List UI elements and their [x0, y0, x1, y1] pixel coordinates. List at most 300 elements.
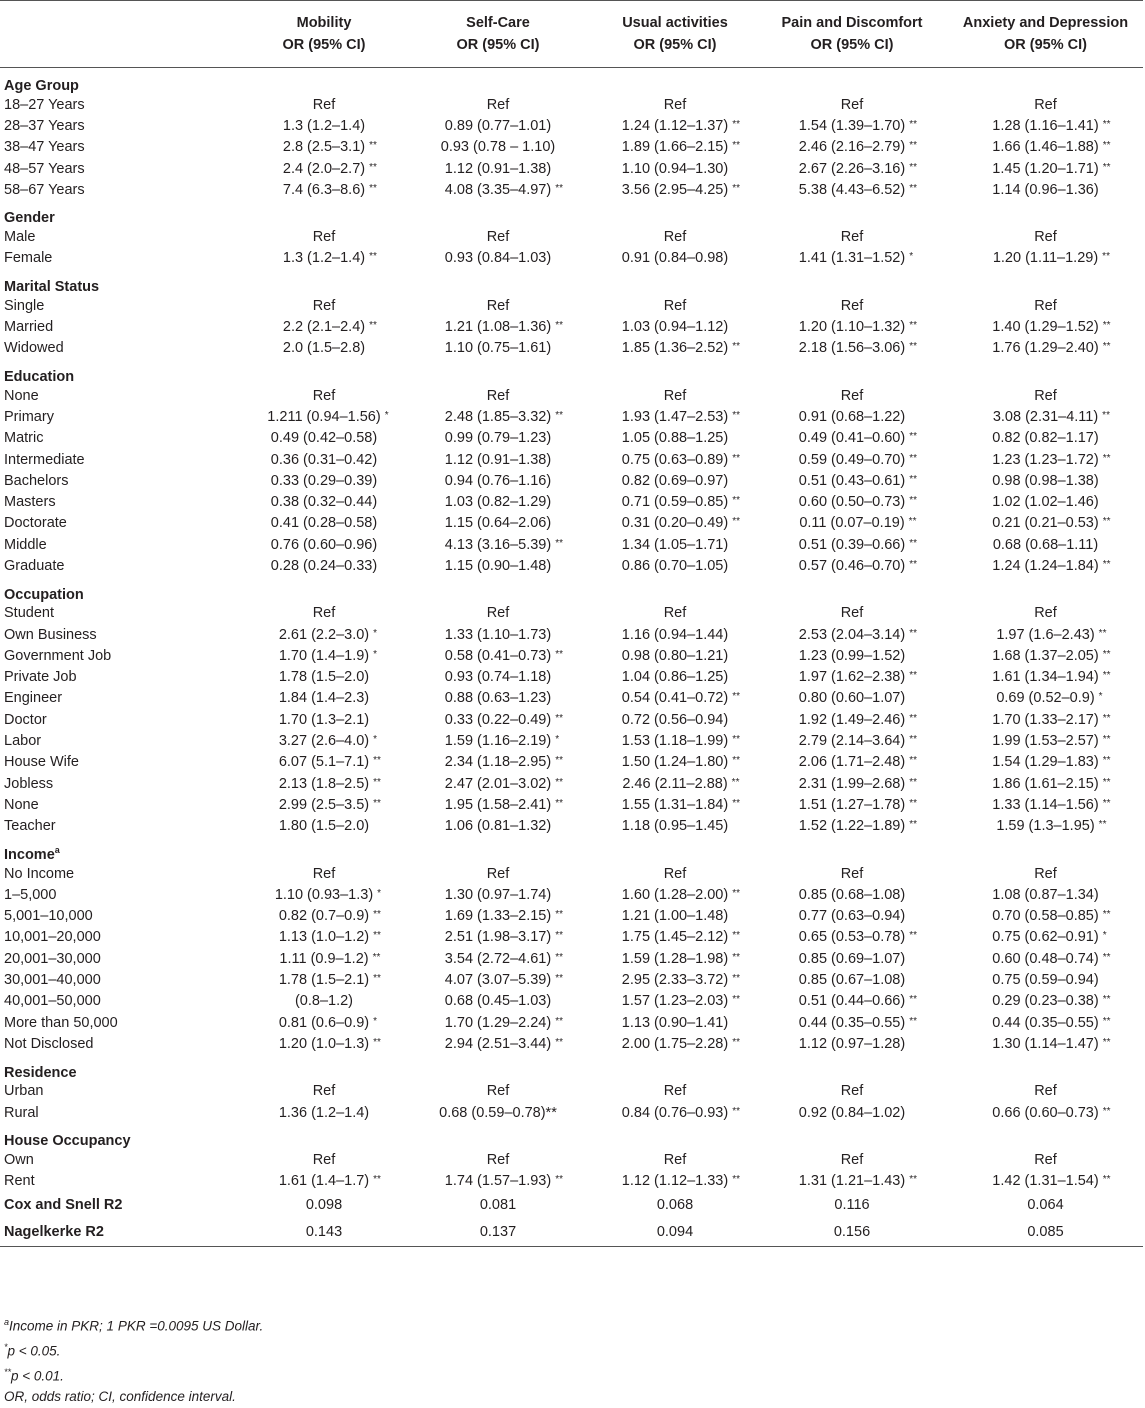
- odds-ratio-text: 0.51 (0.43–0.61): [798, 472, 906, 489]
- odds-ratio-value: [445, 688, 551, 708]
- table-cell: [756, 94, 948, 115]
- odds-ratio-value: [992, 710, 1111, 730]
- significance-marker: **: [373, 930, 381, 942]
- model-fit-value: 0.085: [1027, 1223, 1064, 1240]
- significance-marker: **: [1098, 819, 1107, 831]
- model-fit-label: Cox and Snell R2: [4, 1196, 123, 1213]
- significance-marker: **: [1102, 951, 1111, 963]
- odds-ratio-value: [444, 1034, 563, 1054]
- significance-marker: **: [555, 1015, 563, 1027]
- odds-ratio-value: [313, 603, 336, 623]
- model-fit-row: [0, 1192, 1143, 1219]
- significance-marker: **: [732, 516, 740, 528]
- table-cell: [948, 863, 1143, 884]
- table-cell: [948, 816, 1143, 837]
- odds-ratio-value: [445, 667, 551, 687]
- table-cell: [402, 645, 594, 666]
- odds-ratio-text: 1.66 (1.46–1.88): [992, 139, 1099, 156]
- significance-marker: **: [373, 1174, 381, 1186]
- row-label: Doctor: [4, 711, 47, 728]
- section-header-row: [0, 68, 1143, 95]
- model-fit-value: 0.156: [833, 1223, 871, 1240]
- table-cell: [402, 470, 594, 491]
- table-cell: [756, 534, 948, 555]
- significance-marker: **: [555, 930, 563, 942]
- table-row: [0, 534, 1143, 555]
- odds-ratio-value: [621, 450, 740, 470]
- odds-ratio-value: [798, 137, 917, 157]
- odds-ratio-text: 3.56 (2.95–4.25): [621, 181, 729, 198]
- odds-ratio-value: [621, 1103, 740, 1123]
- odds-ratio-text: 0.29 (0.23–0.38): [992, 993, 1099, 1010]
- row-label: Rural: [4, 1104, 39, 1121]
- odds-ratio-text: Ref: [312, 96, 336, 113]
- odds-ratio-text: 1.54 (1.29–1.83): [992, 754, 1099, 771]
- table-row: [0, 555, 1143, 576]
- significance-marker: **: [909, 182, 917, 194]
- odds-ratio-text: 1.30 (0.97–1.74): [444, 886, 552, 903]
- odds-ratio-value: [799, 407, 905, 427]
- significance-marker: **: [732, 1174, 740, 1186]
- odds-ratio-text: 2.99 (2.5–3.5): [278, 796, 370, 813]
- odds-ratio-text: 1.211 (0.94–1.56): [267, 408, 381, 425]
- odds-ratio-value: [622, 248, 728, 268]
- odds-ratio-text: 1.30 (1.14–1.47): [992, 1035, 1099, 1052]
- table-cell: [246, 906, 402, 927]
- significance-marker: **: [369, 251, 377, 263]
- table-cell: [402, 449, 594, 470]
- table-cell: [756, 1033, 948, 1054]
- section-title-text: Marital Status: [4, 279, 100, 296]
- significance-marker: **: [732, 341, 740, 353]
- odds-ratio-value: [271, 471, 377, 491]
- table-row: [0, 752, 1143, 773]
- odds-ratio-text: 1.12 (0.91–1.38): [444, 451, 552, 468]
- table-cell: [402, 94, 594, 115]
- odds-ratio-value: [487, 1081, 510, 1101]
- odds-ratio-text: 2.48 (1.85–3.32): [444, 408, 552, 425]
- row-label: 20,001–30,000: [4, 950, 101, 967]
- table-cell: [594, 115, 756, 136]
- odds-ratio-text: 0.51 (0.44–0.66): [798, 993, 906, 1010]
- significance-marker: **: [1098, 627, 1107, 639]
- odds-ratio-value: [278, 970, 381, 990]
- table-cell: [246, 816, 402, 837]
- table-cell: [246, 115, 402, 136]
- table-cell: [246, 752, 402, 773]
- table-cell: [594, 248, 756, 269]
- odds-ratio-text: 1.99 (1.53–2.57): [992, 733, 1099, 750]
- odds-ratio-value: [283, 116, 365, 136]
- odds-ratio-value: [444, 927, 563, 947]
- significance-marker: **: [1102, 994, 1111, 1006]
- table-cell: [402, 624, 594, 645]
- odds-ratio-text: Ref: [1034, 229, 1057, 246]
- odds-ratio-value: [622, 556, 728, 576]
- table-cell: [246, 470, 402, 491]
- odds-ratio-value: [313, 227, 336, 247]
- odds-ratio-text: 1.54 (1.39–1.70): [798, 117, 906, 134]
- significance-marker: **: [732, 994, 740, 1006]
- odds-ratio-value: [798, 795, 917, 815]
- table-cell: [948, 1102, 1143, 1123]
- odds-ratio-value: [996, 688, 1103, 708]
- odds-ratio-value: [664, 603, 687, 623]
- table-cell: [246, 295, 402, 316]
- odds-ratio-value: [1034, 95, 1057, 115]
- odds-ratio-value: [798, 338, 917, 358]
- odds-ratio-text: 0.33 (0.29–0.39): [270, 472, 378, 489]
- table-cell: [756, 730, 948, 751]
- odds-ratio-value: [992, 428, 1098, 448]
- header-usual-activities: Usual activities OR (95% CI): [622, 15, 728, 53]
- table-cell: [402, 491, 594, 512]
- table-row: [0, 248, 1143, 269]
- significance-marker: **: [555, 973, 563, 985]
- significance-marker: *: [384, 409, 389, 421]
- odds-ratio-text: 0.38 (0.32–0.44): [270, 494, 378, 511]
- odds-ratio-value: [992, 116, 1111, 136]
- odds-ratio-text: 0.41 (0.28–0.58): [270, 515, 378, 532]
- odds-ratio-text: 1.20 (1.0–1.3): [278, 1035, 370, 1052]
- table-row: [0, 449, 1143, 470]
- row-label: None: [4, 796, 39, 813]
- table-row: [0, 927, 1143, 948]
- table-cell: [402, 137, 594, 158]
- significance-marker: **: [909, 452, 917, 464]
- odds-ratio-value: [799, 513, 917, 533]
- odds-ratio-value: [622, 159, 728, 179]
- table-cell: [246, 927, 402, 948]
- significance-marker: **: [1102, 251, 1110, 263]
- row-label: Private Job: [4, 669, 77, 686]
- odds-ratio-text: 0.81 (0.6–0.9): [278, 1014, 370, 1031]
- significance-marker: **: [555, 1174, 563, 1186]
- odds-ratio-value: [278, 1034, 381, 1054]
- table-cell: [246, 179, 402, 200]
- table-cell: [402, 884, 594, 905]
- significance-marker: **: [909, 140, 917, 152]
- table-cell: [594, 555, 756, 576]
- table-cell: [594, 179, 756, 200]
- footnote-abbreviations: OR, odds ratio; CI, confidence interval.: [4, 1389, 236, 1404]
- odds-ratio-text: Ref: [663, 865, 687, 882]
- odds-ratio-value: [798, 1013, 917, 1033]
- odds-ratio-value: [664, 227, 687, 247]
- odds-ratio-value: [992, 450, 1111, 470]
- row-label: Middle: [4, 536, 47, 553]
- odds-ratio-value: [445, 556, 551, 576]
- odds-ratio-text: 0.98 (0.80–1.21): [621, 647, 729, 664]
- odds-ratio-text: 0.93 (0.78 – 1.10): [440, 139, 556, 156]
- row-label: Bachelors: [4, 472, 69, 489]
- row-label: Graduate: [4, 557, 65, 574]
- row-label: Own: [4, 1151, 34, 1168]
- table-cell: [594, 948, 756, 969]
- odds-ratio-value: [798, 710, 917, 730]
- significance-marker: **: [1102, 409, 1110, 421]
- odds-ratio-value: [282, 159, 377, 179]
- odds-ratio-value: [992, 991, 1111, 1011]
- odds-ratio-value: [664, 1081, 687, 1101]
- table-cell: [756, 863, 948, 884]
- table-cell: [756, 927, 948, 948]
- significance-marker: **: [555, 797, 563, 809]
- table-cell: [594, 927, 756, 948]
- section-header-row: [0, 1055, 1143, 1081]
- row-label: House Wife: [4, 754, 79, 771]
- table-footnotes: [4, 1312, 263, 1408]
- odds-ratio-text: 1.84 (1.4–2.3): [278, 690, 370, 707]
- significance-marker: **: [909, 495, 917, 507]
- row-label: Own Business: [4, 626, 97, 643]
- row-label: Rent: [4, 1173, 35, 1190]
- table-cell: [756, 645, 948, 666]
- table-cell: [948, 991, 1143, 1012]
- table-cell: [246, 534, 402, 555]
- odds-ratio-value: [798, 927, 917, 947]
- table-cell: [756, 688, 948, 709]
- table-cell: [756, 667, 948, 688]
- significance-marker: **: [1102, 776, 1111, 788]
- odds-ratio-value: [444, 795, 563, 815]
- significance-marker: **: [1102, 161, 1111, 173]
- odds-ratio-text: 1.59 (1.28–1.98): [621, 950, 729, 967]
- row-label: Engineer: [4, 690, 63, 707]
- table-cell: [756, 884, 948, 905]
- odds-ratio-value: [992, 1013, 1111, 1033]
- odds-ratio-value: [798, 248, 914, 268]
- odds-ratio-text: 1.68 (1.37–2.05): [992, 647, 1099, 664]
- odds-ratio-text: Ref: [840, 297, 864, 314]
- odds-ratio-text: Ref: [1034, 1083, 1057, 1100]
- table-row: [0, 730, 1143, 751]
- table-cell: [594, 624, 756, 645]
- table-cell: [246, 794, 402, 815]
- significance-marker: **: [732, 930, 740, 942]
- table-cell: [594, 863, 756, 884]
- odds-ratio-text: 1.74 (1.57–1.93): [444, 1173, 552, 1190]
- odds-ratio-text: 0.49 (0.41–0.60): [798, 430, 906, 447]
- significance-marker: **: [909, 797, 917, 809]
- table-cell: [756, 428, 948, 449]
- row-label: Urban: [4, 1083, 44, 1100]
- footnote-p05: *p < 0.05.: [4, 1342, 61, 1359]
- table-cell: [756, 338, 948, 359]
- odds-ratio-text: 0.11 (0.07–0.19): [799, 515, 905, 532]
- table-row: [0, 295, 1143, 316]
- odds-ratio-text: 2.46 (2.11–2.88): [622, 775, 728, 792]
- section-title-text: Education: [4, 368, 75, 385]
- odds-ratio-value: [622, 625, 728, 645]
- section-title: [0, 1055, 1143, 1081]
- table-cell: [402, 534, 594, 555]
- significance-marker: **: [555, 776, 563, 788]
- row-label: 30,001–40,000: [4, 972, 101, 989]
- odds-ratio-text: 0.85 (0.68–1.08): [798, 886, 906, 903]
- table-cell: [402, 906, 594, 927]
- model-fit-row: [0, 1219, 1143, 1247]
- odds-ratio-text: 3.54 (2.72–4.61): [444, 950, 552, 967]
- significance-marker: **: [909, 1174, 917, 1186]
- table-cell: [246, 428, 402, 449]
- odds-ratio-value: [621, 752, 740, 772]
- table-cell: [948, 624, 1143, 645]
- odds-ratio-text: 0.69 (0.52–0.9): [996, 690, 1095, 707]
- odds-ratio-value: [1034, 296, 1057, 316]
- odds-ratio-text: 1.61 (1.4–1.7): [278, 1173, 370, 1190]
- odds-ratio-value: [441, 137, 555, 157]
- odds-ratio-text: Ref: [486, 1151, 510, 1168]
- table-cell: [402, 1033, 594, 1054]
- table-cell: [948, 906, 1143, 927]
- significance-marker: **: [909, 558, 917, 570]
- significance-marker: **: [555, 648, 563, 660]
- odds-ratio-value: [445, 816, 551, 836]
- table-cell: [594, 816, 756, 837]
- odds-ratio-text: 1.70 (1.4–1.9): [278, 647, 370, 664]
- odds-ratio-text: 1.18 (0.95–1.45): [621, 818, 729, 835]
- row-label: Jobless: [4, 775, 54, 792]
- odds-ratio-value: [798, 625, 917, 645]
- table-cell: [594, 1012, 756, 1033]
- table-cell: [594, 709, 756, 730]
- significance-marker: **: [909, 473, 917, 485]
- odds-ratio-text: Ref: [486, 605, 510, 622]
- table-cell: [756, 470, 948, 491]
- odds-ratio-text: 1.14 (0.96–1.36): [992, 181, 1099, 198]
- significance-marker: **: [1102, 320, 1111, 332]
- odds-ratio-value: [992, 774, 1111, 794]
- odds-ratio-value: [313, 1150, 336, 1170]
- odds-ratio-text: 0.54 (0.41–0.72): [621, 690, 729, 707]
- table-cell: [246, 645, 402, 666]
- table-cell: [756, 316, 948, 337]
- odds-ratio-value: [282, 180, 377, 200]
- odds-ratio-value: [1034, 227, 1057, 247]
- odds-ratio-value: [279, 816, 369, 836]
- odds-ratio-value: [622, 906, 728, 926]
- significance-marker: **: [909, 712, 917, 724]
- odds-ratio-value: [992, 752, 1111, 772]
- odds-ratio-text: Ref: [663, 297, 687, 314]
- odds-ratio-value: [992, 492, 1098, 512]
- odds-ratio-text: 0.51 (0.39–0.66): [798, 536, 906, 553]
- significance-marker: **: [1102, 140, 1111, 152]
- odds-ratio-text: 1.3 (1.2–1.4): [282, 117, 366, 134]
- significance-marker: **: [1102, 118, 1111, 130]
- odds-ratio-text: Ref: [312, 229, 336, 246]
- table-row: [0, 1012, 1143, 1033]
- row-label: Widowed: [4, 340, 64, 357]
- table-cell: [402, 513, 594, 534]
- table-cell: [246, 491, 402, 512]
- table-row: [0, 863, 1143, 884]
- odds-ratio-text: 2.95 (2.33–3.72): [621, 972, 729, 989]
- odds-ratio-value: [313, 386, 336, 406]
- table-cell: [594, 158, 756, 179]
- odds-ratio-text: 1.85 (1.36–2.52): [621, 340, 729, 357]
- table-cell: [756, 794, 948, 815]
- odds-ratio-value: [622, 428, 728, 448]
- odds-ratio-text: Ref: [312, 865, 336, 882]
- significance-marker: **: [1102, 670, 1111, 682]
- table-cell: [948, 428, 1143, 449]
- odds-ratio-text: 0.85 (0.69–1.07): [798, 950, 906, 967]
- model-fit-value: 0.137: [479, 1223, 517, 1240]
- odds-ratio-value: [444, 1171, 563, 1191]
- significance-marker: **: [373, 755, 381, 767]
- odds-ratio-value: [841, 227, 864, 247]
- table-cell: [756, 137, 948, 158]
- table-cell: [402, 667, 594, 688]
- table-cell: [594, 1149, 756, 1170]
- odds-ratio-value: [798, 317, 917, 337]
- table-row: [0, 406, 1143, 427]
- table-row: [0, 709, 1143, 730]
- odds-ratio-text: 1.03 (0.94–1.12): [621, 319, 729, 336]
- table-cell: [756, 1012, 948, 1033]
- significance-marker: *: [373, 734, 378, 746]
- odds-ratio-text: 1.70 (1.33–2.17): [992, 711, 1099, 728]
- odds-ratio-value: [841, 386, 864, 406]
- row-label: 38–47 Years: [4, 139, 85, 156]
- table-cell: [948, 1081, 1143, 1102]
- odds-ratio-text: 1.51 (1.27–1.78): [798, 796, 906, 813]
- odds-ratio-value: [279, 949, 381, 969]
- significance-marker: **: [1102, 1105, 1111, 1117]
- table-cell: [756, 603, 948, 624]
- header-row: [0, 1, 1143, 68]
- significance-marker: **: [908, 516, 917, 528]
- odds-ratio-value: [799, 949, 905, 969]
- table-cell: [948, 406, 1143, 427]
- odds-ratio-text: Ref: [663, 96, 687, 113]
- table-row: [0, 773, 1143, 794]
- significance-marker: *: [1102, 930, 1107, 942]
- table-cell: [402, 115, 594, 136]
- section-header-row: [0, 359, 1143, 385]
- odds-ratio-text: 1.10 (0.75–1.61): [444, 340, 552, 357]
- odds-ratio-text: 0.91 (0.68–1.22): [798, 408, 906, 425]
- table-row: [0, 158, 1143, 179]
- odds-ratio-text: 0.59 (0.49–0.70): [798, 451, 906, 468]
- odds-ratio-value: [621, 885, 740, 905]
- header-mobility: Mobility OR (95% CI): [282, 15, 366, 53]
- table-row: [0, 491, 1143, 512]
- odds-ratio-text: 0.68 (0.45–1.03): [444, 993, 552, 1010]
- odds-ratio-value: [1034, 1150, 1057, 1170]
- row-label: Married: [4, 319, 54, 336]
- table-cell: [948, 730, 1143, 751]
- odds-ratio-text: 1.31 (1.21–1.43): [798, 1173, 906, 1190]
- odds-ratio-text: 0.60 (0.48–0.74): [992, 950, 1099, 967]
- odds-ratio-value: [799, 688, 905, 708]
- table-cell: [402, 863, 594, 884]
- section-title-text: Residence: [4, 1064, 77, 1081]
- odds-ratio-text: 0.65 (0.53–0.78): [798, 929, 906, 946]
- table-row: [0, 688, 1143, 709]
- odds-ratio-value: [282, 248, 377, 268]
- significance-marker: **: [555, 755, 563, 767]
- odds-ratio-value: [798, 774, 917, 794]
- table-cell: [594, 1170, 756, 1191]
- row-label: 5,001–10,000: [4, 908, 93, 925]
- odds-ratio-value: [996, 816, 1107, 836]
- odds-ratio-value: [992, 407, 1110, 427]
- table-cell: [948, 1033, 1143, 1054]
- table-cell: [756, 513, 948, 534]
